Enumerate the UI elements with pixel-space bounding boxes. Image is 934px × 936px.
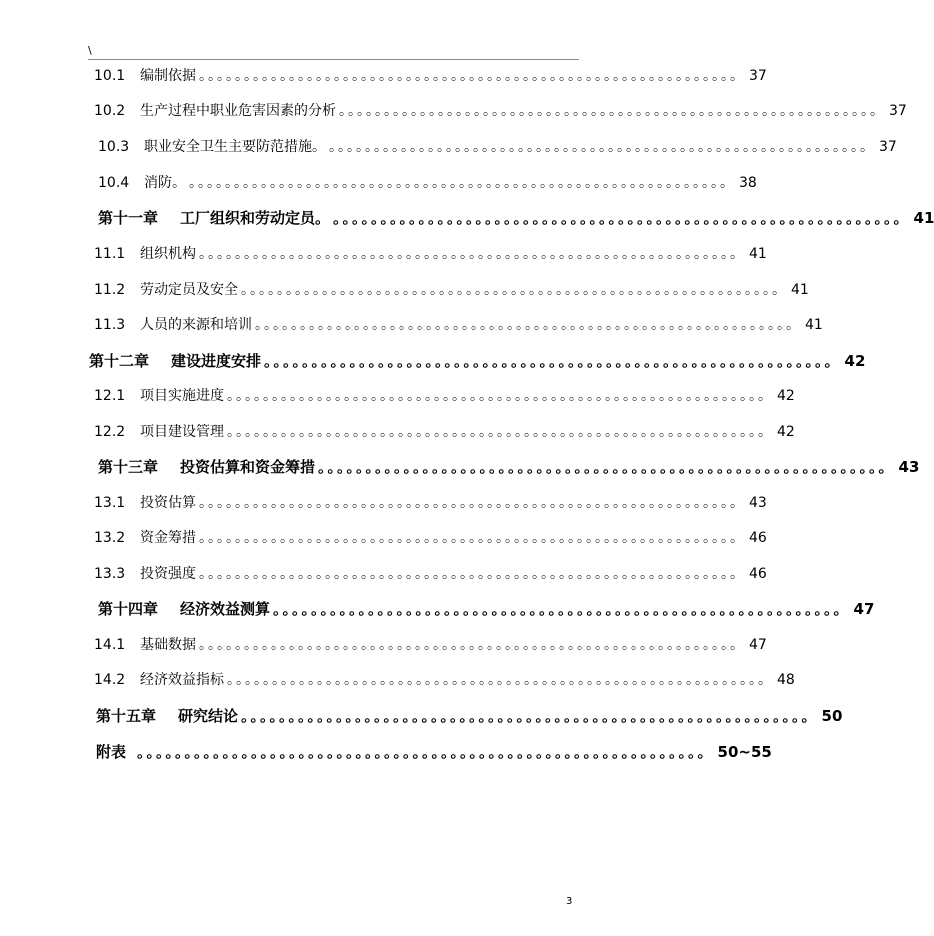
toc-entry-number: 10.2 bbox=[94, 103, 126, 119]
toc-entry-page: 47 bbox=[749, 637, 767, 653]
toc-entry-11-2[interactable] bbox=[94, 278, 809, 300]
toc-entry-13-1[interactable] bbox=[94, 491, 767, 513]
dot-leader: 。。。。。。。。。。。。。。。。。。。。。。。。。。。。。。。。。。。。。。。。。。。。。。。。。。。。。。。。。。。。 bbox=[273, 600, 851, 618]
toc-entry-page: 37 bbox=[749, 68, 767, 84]
toc-entry-10-1[interactable] bbox=[94, 64, 767, 86]
dot-leader: 。。。。。。。。。。。。。。。。。。。。。。。。。。。。。。。。。。。。。。。。。。。。。。。。。。。。。。。。。。。。 bbox=[241, 707, 819, 725]
toc-entry-number: 12.2 bbox=[94, 424, 126, 440]
toc-chapter-15[interactable] bbox=[96, 704, 843, 726]
toc-chapter-title: 研究结论 bbox=[178, 707, 239, 725]
dot-leader: 。。。。。。。。。。。。。。。。。。。。。。。。。。。。。。。。。。。。。。。。。。。。。。。。。。。。。。。。。。。。 bbox=[199, 495, 746, 511]
toc-chapter-number: 第十二章 bbox=[89, 352, 150, 370]
toc-entry-page: 42 bbox=[777, 424, 795, 440]
toc-entry-number: 11.1 bbox=[94, 246, 126, 262]
toc-entry-number: 12.1 bbox=[94, 388, 126, 404]
toc-chapter-13[interactable] bbox=[98, 455, 920, 477]
toc-entry-page: 37 bbox=[879, 139, 897, 155]
dot-leader: 。。。。。。。。。。。。。。。。。。。。。。。。。。。。。。。。。。。。。。。。。。。。。。。。。。。。。。。。。。。。 bbox=[227, 672, 774, 688]
toc-entry-page: 48 bbox=[777, 672, 795, 688]
toc-entry-number: 11.2 bbox=[94, 282, 126, 298]
toc-entry-13-2[interactable] bbox=[94, 526, 767, 548]
toc-entry-number: 13.3 bbox=[94, 566, 126, 582]
toc-entry-13-3[interactable] bbox=[94, 562, 767, 584]
toc-chapter-page: 50 bbox=[821, 707, 843, 725]
dot-leader: 。。。。。。。。。。。。。。。。。。。。。。。。。。。。。。。。。。。。。。。。。。。。。。。。。。。。。。。。。。。。 bbox=[227, 388, 774, 404]
toc-entry-page: 41 bbox=[749, 246, 767, 262]
toc-entry-page: 38 bbox=[739, 175, 757, 191]
toc-chapter-number: 第十五章 bbox=[96, 707, 157, 725]
dot-leader: 。。。。。。。。。。。。。。。。。。。。。。。。。。。。。。。。。。。。。。。。。。。。。。。。。。。。。。。。。。。。 bbox=[339, 103, 886, 119]
header-rule bbox=[88, 59, 579, 60]
toc-entry-title: 投资估算 bbox=[140, 495, 196, 511]
toc-entry-10-4[interactable] bbox=[98, 171, 757, 193]
toc-chapter-12[interactable] bbox=[89, 349, 866, 371]
toc-chapter-number: 第十四章 bbox=[98, 600, 159, 618]
toc-entry-11-3[interactable] bbox=[94, 313, 823, 335]
toc-entry-number: 14.1 bbox=[94, 637, 126, 653]
toc-entry-page: 46 bbox=[749, 530, 767, 546]
toc-entry-title: 消防。 bbox=[144, 175, 186, 191]
toc-chapter-page: 47 bbox=[853, 600, 875, 618]
toc-entry-title: 投资强度 bbox=[140, 566, 196, 582]
toc-chapter-page: 42 bbox=[844, 352, 866, 370]
dot-leader: 。。。。。。。。。。。。。。。。。。。。。。。。。。。。。。。。。。。。。。。。。。。。。。。。。。。。。。。。。。。。 bbox=[255, 317, 802, 333]
toc-chapter-title: 投资估算和资金筹措 bbox=[180, 458, 316, 476]
toc-entry-title: 生产过程中职业危害因素的分析 bbox=[140, 103, 336, 119]
toc-entry-title: 项目建设管理 bbox=[140, 424, 224, 440]
toc-chapter-number: 第十一章 bbox=[98, 209, 159, 227]
toc-entry-title: 组织机构 bbox=[140, 246, 196, 262]
toc-entry-title: 人员的来源和培训 bbox=[140, 317, 252, 333]
dot-leader: 。。。。。。。。。。。。。。。。。。。。。。。。。。。。。。。。。。。。。。。。。。。。。。。。。。。。。。。。。。。。 bbox=[199, 68, 746, 84]
toc-entry-number: 13.1 bbox=[94, 495, 126, 511]
toc-entry-number: 10.3 bbox=[98, 139, 130, 155]
dot-leader: 。。。。。。。。。。。。。。。。。。。。。。。。。。。。。。。。。。。。。。。。。。。。。。。。。。。。。。。。。。。。 bbox=[199, 637, 746, 653]
toc-entry-number: 13.2 bbox=[94, 530, 126, 546]
toc-chapter-number: 第十三章 bbox=[98, 458, 159, 476]
toc-entry-14-2[interactable] bbox=[94, 668, 795, 690]
toc-entry-title: 劳动定员及安全 bbox=[140, 282, 238, 298]
toc-chapter-14[interactable] bbox=[98, 597, 875, 619]
toc-chapter-page: 41 bbox=[913, 209, 934, 227]
toc-entry-title: 职业安全卫生主要防范措施。 bbox=[144, 139, 326, 155]
toc-entry-10-3[interactable] bbox=[98, 135, 897, 157]
toc-entry-title: 编制依据 bbox=[140, 68, 196, 84]
dot-leader: 。。。。。。。。。。。。。。。。。。。。。。。。。。。。。。。。。。。。。。。。。。。。。。。。。。。。。。。。。。。。 bbox=[329, 139, 876, 155]
dot-leader: 。。。。。。。。。。。。。。。。。。。。。。。。。。。。。。。。。。。。。。。。。。。。。。。。。。。。。。。。。。。。 bbox=[264, 352, 842, 370]
toc-entry-title: 项目实施进度 bbox=[140, 388, 224, 404]
toc-entry-title: 经济效益指标 bbox=[140, 672, 224, 688]
toc-entry-10-2[interactable] bbox=[94, 99, 907, 121]
dot-leader: 。。。。。。。。。。。。。。。。。。。。。。。。。。。。。。。。。。。。。。。。。。。。。。。。。。。。。。。。。。。。 bbox=[227, 424, 774, 440]
toc-entry-page: 41 bbox=[805, 317, 823, 333]
toc-entry-12-2[interactable] bbox=[94, 420, 795, 442]
dot-leader: 。。。。。。。。。。。。。。。。。。。。。。。。。。。。。。。。。。。。。。。。。。。。。。。。。。。。。。。。。。。。 bbox=[333, 209, 911, 227]
toc-entry-12-1[interactable] bbox=[94, 384, 795, 406]
toc-entry-11-1[interactable] bbox=[94, 242, 767, 264]
dot-leader: 。。。。。。。。。。。。。。。。。。。。。。。。。。。。。。。。。。。。。。。。。。。。。。。。。。。。。。。。。。。。 bbox=[318, 458, 896, 476]
dot-leader: 。。。。。。。。。。。。。。。。。。。。。。。。。。。。。。。。。。。。。。。。。。。。。。。。。。。。。。。。。。。。 bbox=[137, 743, 715, 761]
dot-leader: 。。。。。。。。。。。。。。。。。。。。。。。。。。。。。。。。。。。。。。。。。。。。。。。。。。。。。。。。。。。。 bbox=[199, 566, 746, 582]
dot-leader: 。。。。。。。。。。。。。。。。。。。。。。。。。。。。。。。。。。。。。。。。。。。。。。。。。。。。。。。。。。。。 bbox=[199, 530, 746, 546]
toc-entry-page: 42 bbox=[777, 388, 795, 404]
toc-chapter-11[interactable] bbox=[98, 206, 934, 228]
dot-leader: 。。。。。。。。。。。。。。。。。。。。。。。。。。。。。。。。。。。。。。。。。。。。。。。。。。。。。。。。。。。。 bbox=[241, 282, 788, 298]
page-number: 3 bbox=[566, 896, 573, 907]
toc-entry-page: 46 bbox=[749, 566, 767, 582]
dot-leader: 。。。。。。。。。。。。。。。。。。。。。。。。。。。。。。。。。。。。。。。。。。。。。。。。。。。。。。。。。。。。 bbox=[199, 246, 746, 262]
toc-chapter-page: 43 bbox=[898, 458, 920, 476]
toc-chapter-title: 建设进度安排 bbox=[171, 352, 262, 370]
toc-entry-title: 基础数据 bbox=[140, 637, 196, 653]
toc-entry-title: 资金筹措 bbox=[140, 530, 196, 546]
toc-entry-page: 43 bbox=[749, 495, 767, 511]
toc-appendix-page: 50~55 bbox=[717, 743, 772, 761]
toc-entry-14-1[interactable] bbox=[94, 633, 767, 655]
toc-entry-page: 41 bbox=[791, 282, 809, 298]
toc-appendix[interactable] bbox=[96, 740, 772, 762]
toc-entry-number: 10.4 bbox=[98, 175, 130, 191]
dot-leader: 。。。。。。。。。。。。。。。。。。。。。。。。。。。。。。。。。。。。。。。。。。。。。。。。。。。。。。。。。。。。 bbox=[189, 175, 736, 191]
toc-chapter-title: 工厂组织和劳动定员。 bbox=[180, 209, 331, 227]
toc-entry-number: 11.3 bbox=[94, 317, 126, 333]
toc-chapter-title: 经济效益测算 bbox=[180, 600, 271, 618]
toc-appendix-label: 附表 bbox=[96, 743, 127, 761]
toc-entry-number: 10.1 bbox=[94, 68, 126, 84]
toc-entry-number: 14.2 bbox=[94, 672, 126, 688]
toc-entry-page: 37 bbox=[889, 103, 907, 119]
header-mark: \ bbox=[88, 44, 92, 57]
